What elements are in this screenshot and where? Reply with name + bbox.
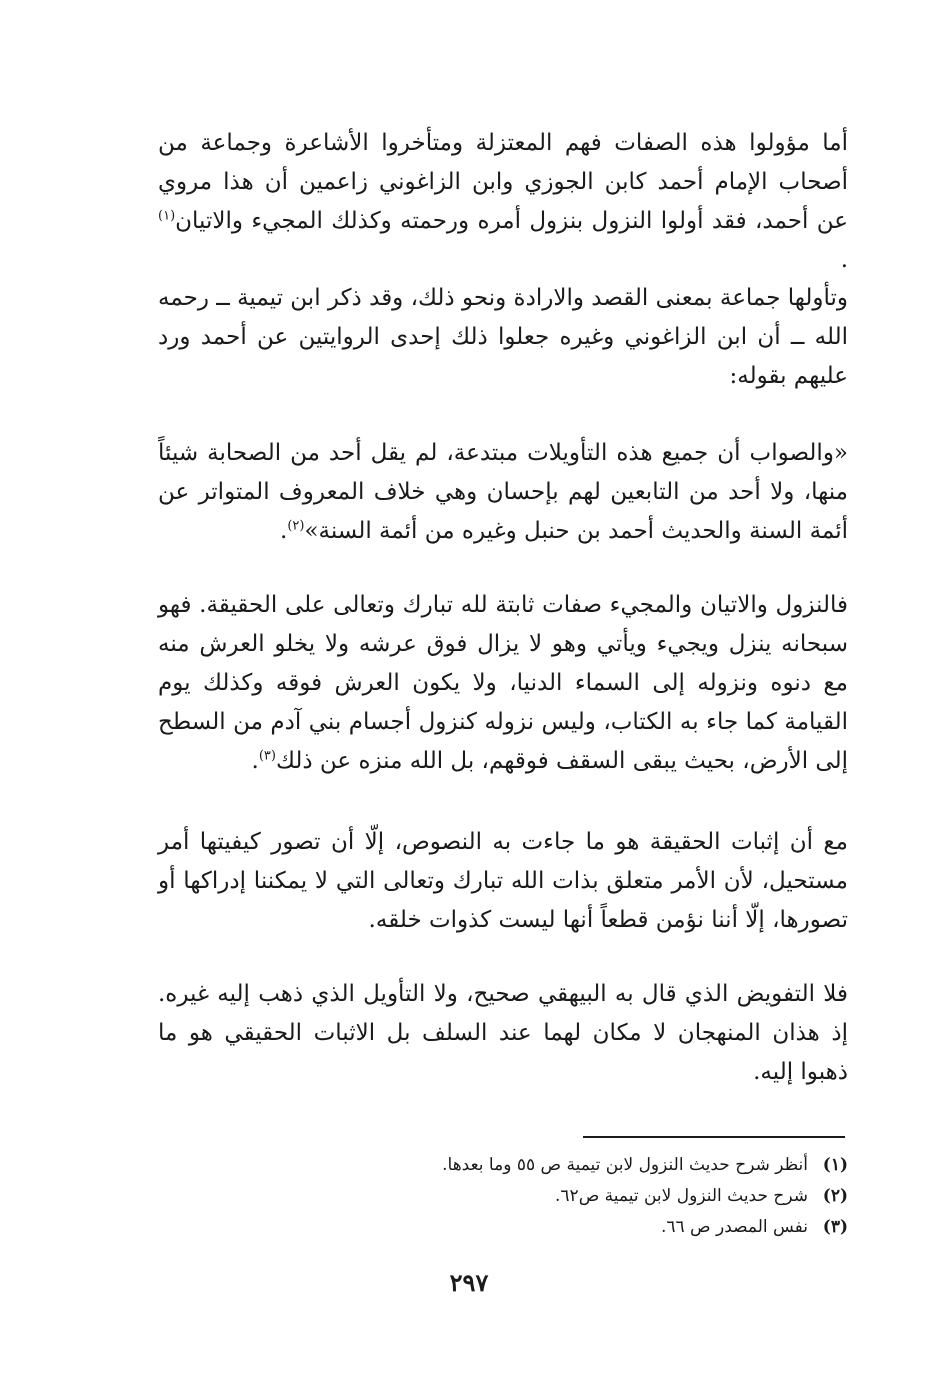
paragraph-text: «والصواب أن جميع هذه التأويلات مبتدعة، لم يقل أحد من الصحابة شيئاً منها، ولا أحد من التابعين لهم بإحسان وهي خلاف المعروف المتواتر عن أئمة السنة والحديث أحمد بن حنبل وغيره من أئمة السنة»	[158, 440, 848, 544]
paragraph-end: .	[251, 748, 259, 774]
footnote-divider	[583, 1136, 845, 1138]
footnote-marker: (٣)	[822, 1217, 848, 1237]
paragraph-text: فلا التفويض الذي قال به البيهقي صحيح، ولا التأويل الذي ذهب إليه غيره. إذ هذان المنهجان لا مكان لهما عند السلف بل الاثبات الحقيقي هو ما ذهبوا إليه.	[158, 981, 848, 1085]
paragraph-end: .	[280, 518, 288, 544]
footnote-text: أنظر شرح حديث النزول لابن تيمية ص ٥٥ وما بعدها.	[442, 1155, 808, 1175]
paragraph-5	[158, 823, 848, 940]
footnote-text: نفس المصدر ص ٦٦.	[660, 1217, 808, 1237]
page-number: ٢٩٧	[449, 1268, 489, 1297]
footnote-ref[interactable]: (٣)	[258, 748, 276, 764]
footnote-marker: (١)	[822, 1155, 848, 1175]
paragraph-3-quote	[158, 434, 848, 551]
footnotes	[380, 1150, 848, 1243]
paragraph-text: فالنزول والاتيان والمجيء صفات ثابتة لله تبارك وتعالى على الحقيقة. فهو سبحانه ينزل ويجيء ويأتي وهو لا يزال فوق عرشه ولا يخلو العرش منه مع دنوه ونزوله إلى السماء الدنيا، ولا يكون العرش فوقه وكذلك يوم القيامة كما جاء به الكتاب، وليس نزوله كنزول أجسام بني آدم من السطح إلى الأرض، بحيث يبقى السقف فوقهم، بل الله منزه عن ذلك	[158, 592, 848, 774]
paragraph-text: أما مؤولوا هذه الصفات فهم المعتزلة ومتأخروا الأشاعرة وجماعة من أصحاب الإمام أحمد كابن الجوزي وابن الزاغوني زاعمين أن هذا مروي عن أحمد، فقد أولوا النزول بنزول أمره ورحمته وكذلك المجيء والاتيان	[158, 130, 848, 234]
paragraph-text: مع أن إثبات الحقيقة هو ما جاءت به النصوص، إلّا أن تصور كيفيتها أمر مستحيل، لأن الأمر متعلق بذات الله تبارك وتعالى التي لا يمكننا إدراكها أو تصورها، إلّا أننا نؤمن قطعاً أنها ليست كذوات خلقه.	[158, 829, 848, 933]
footnote-ref[interactable]: (١)	[158, 208, 176, 224]
footnote-marker: (٢)	[822, 1186, 848, 1206]
footnote-2	[380, 1181, 848, 1212]
footnote-1	[380, 1150, 848, 1181]
footnote-ref[interactable]: (٢)	[287, 518, 305, 534]
footnote-3	[380, 1212, 848, 1243]
paragraph-end: .	[840, 247, 848, 273]
paragraph-4	[158, 586, 848, 781]
paragraph-6	[158, 975, 848, 1092]
paragraph-2	[158, 279, 848, 396]
paragraph-1	[158, 124, 848, 280]
footnote-text: شرح حديث النزول لابن تيمية ص٦٢.	[555, 1186, 808, 1206]
paragraph-text: وتأولها جماعة بمعنى القصد والارادة ونحو ذلك، وقد ذكر ابن تيمية ــ رحمه الله ــ أن ابن الزاغوني وغيره جعلوا ذلك إحدى الروايتين عن أحمد ورد عليهم بقوله:	[158, 285, 848, 389]
